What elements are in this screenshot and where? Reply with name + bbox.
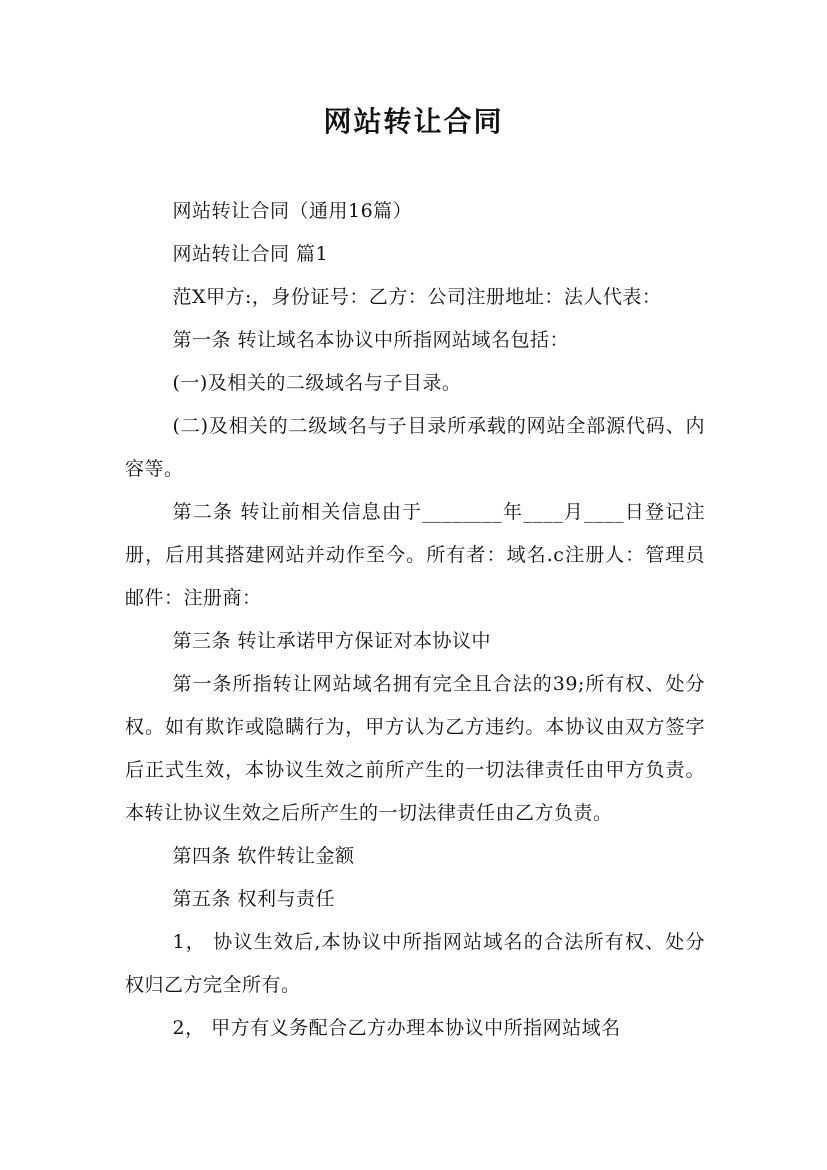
document-title: 网站转让合同: [323, 105, 504, 138]
paragraph-clause-1-item-1: (一)及相关的二级域名与子目录。: [172, 372, 462, 394]
paragraph-clause-5-item-2: 2， 甲方有义务配合乙方办理本协议中所指网站域名: [172, 1017, 621, 1039]
paragraph-clause-3-detail: 第一条所指转让网站域名拥有完全且合法的39;所有权、处分权。如有欺诈或隐瞒行为，甲方认为乙方违约。本协议由双方签字后正式生效，本协议生效之前所产生的一切法律责任由甲方负责。本转让协议生效之后所产生的一切法律责任由乙方负责。: [125, 673, 705, 824]
paragraph-clause-1-item-2: (二)及相关的二级域名与子目录所承载的网站全部源代码、内容等。: [125, 415, 705, 480]
document-body: [125, 190, 705, 1050]
paragraph-clause-3: 第三条 转让承诺甲方保证对本协议中: [172, 630, 492, 652]
paragraph-clause-1: 第一条 转让域名本协议中所指网站域名包括：: [172, 329, 570, 351]
paragraph-article-heading: 网站转让合同 篇1: [172, 243, 329, 265]
paragraph-parties: 范X甲方:，身份证号：乙方：公司注册地址：法人代表：: [172, 286, 662, 308]
paragraph-clause-2: 第二条 转让前相关信息由于________年____月____日登记注册，后用其搭建网站并动作至今。所有者：域名.c注册人：管理员邮件：注册商：: [125, 501, 705, 609]
paragraph-clause-4: 第四条 软件转让金额: [172, 845, 355, 867]
paragraph-subtitle: 网站转让合同（通用16篇）: [172, 200, 413, 222]
paragraph-clause-5: 第五条 权利与责任: [172, 888, 336, 910]
paragraph-clause-5-item-1: 1， 协议生效后,本协议中所指网站域名的合法所有权、处分权归乙方完全所有。: [125, 931, 705, 996]
